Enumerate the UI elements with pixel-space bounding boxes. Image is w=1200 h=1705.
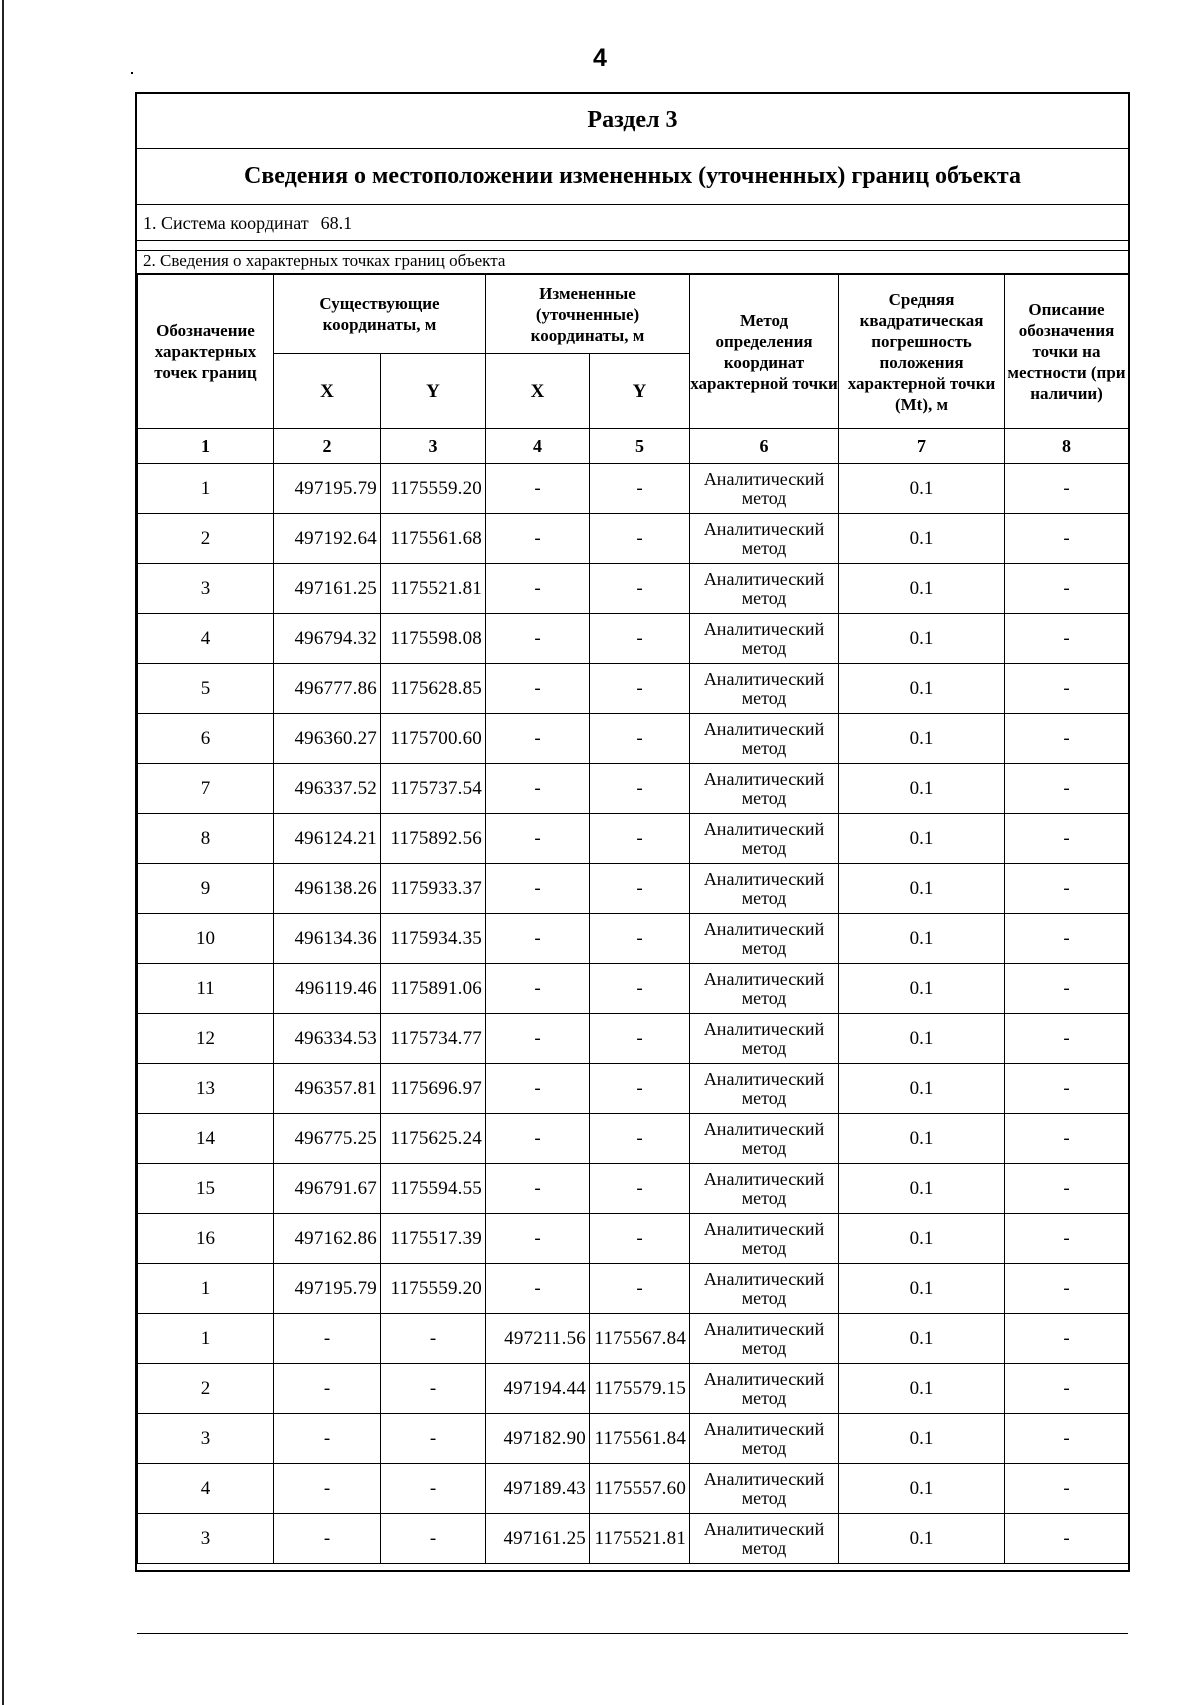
table-row (138, 1014, 1129, 1064)
header-designation: Обозначение характерных точек границ (138, 275, 274, 429)
description-cell: - (1005, 814, 1129, 864)
table-row (138, 464, 1129, 514)
existing-y-cell: 1175559.20 (381, 1264, 486, 1314)
point-number-cell: 3 (138, 564, 274, 614)
changed-x-cell: - (486, 764, 590, 814)
points-caption: 2. Сведения о характерных точках границ объекта (137, 250, 1128, 274)
existing-y-cell: - (381, 1364, 486, 1414)
header-existing-y: Y (381, 354, 486, 429)
existing-x-cell: 496777.86 (274, 664, 381, 714)
method-cell: Аналитический метод (690, 964, 839, 1014)
table-row (138, 1314, 1129, 1364)
existing-x-cell: 496119.46 (274, 964, 381, 1014)
existing-x-cell: 496791.67 (274, 1164, 381, 1214)
table-row (138, 1114, 1129, 1164)
description-cell: - (1005, 1464, 1129, 1514)
changed-y-cell: - (590, 464, 690, 514)
error-cell: 0.1 (839, 1264, 1005, 1314)
point-number-cell: 1 (138, 1264, 274, 1314)
header-changed-coordinates: Измененные (уточненные) координаты, м (486, 275, 690, 354)
error-cell: 0.1 (839, 1064, 1005, 1114)
existing-y-cell: 1175696.97 (381, 1064, 486, 1114)
table-row (138, 1464, 1129, 1514)
header-changed-x: X (486, 354, 590, 429)
existing-x-cell: - (274, 1514, 381, 1564)
table-footer-strip (137, 1633, 1128, 1634)
point-number-cell: 3 (138, 1414, 274, 1464)
error-cell: 0.1 (839, 814, 1005, 864)
existing-y-cell: 1175625.24 (381, 1114, 486, 1164)
error-cell: 0.1 (839, 564, 1005, 614)
point-number-cell: 6 (138, 714, 274, 764)
changed-y-cell: - (590, 964, 690, 1014)
error-cell: 0.1 (839, 714, 1005, 764)
error-cell: 0.1 (839, 514, 1005, 564)
scan-edge-line (2, 0, 4, 1705)
description-cell: - (1005, 1314, 1129, 1364)
table-row (138, 514, 1129, 564)
point-number-cell: 8 (138, 814, 274, 864)
existing-x-cell: 497195.79 (274, 464, 381, 514)
changed-x-cell: - (486, 564, 590, 614)
error-cell: 0.1 (839, 1014, 1005, 1064)
error-cell: 0.1 (839, 1464, 1005, 1514)
existing-y-cell: 1175700.60 (381, 714, 486, 764)
changed-x-cell: 497189.43 (486, 1464, 590, 1514)
error-cell: 0.1 (839, 864, 1005, 914)
description-cell: - (1005, 1364, 1129, 1414)
existing-y-cell: 1175598.08 (381, 614, 486, 664)
points-table-body (138, 464, 1129, 1564)
table-row (138, 1164, 1129, 1214)
point-number-cell: 16 (138, 1214, 274, 1264)
changed-x-cell: - (486, 1064, 590, 1114)
table-row (138, 714, 1129, 764)
existing-x-cell: 497162.86 (274, 1214, 381, 1264)
table-row (138, 564, 1129, 614)
changed-y-cell: - (590, 764, 690, 814)
changed-x-cell: - (486, 1114, 590, 1164)
header-point-description: Описание обозначения точки на местности (при наличии) (1005, 275, 1129, 429)
description-cell: - (1005, 514, 1129, 564)
point-number-cell: 9 (138, 864, 274, 914)
changed-x-cell: 497211.56 (486, 1314, 590, 1364)
existing-x-cell: - (274, 1314, 381, 1364)
changed-y-cell: - (590, 1064, 690, 1114)
method-cell: Аналитический метод (690, 1264, 839, 1314)
table-row (138, 964, 1129, 1014)
changed-x-cell: - (486, 914, 590, 964)
changed-x-cell: - (486, 1264, 590, 1314)
description-cell: - (1005, 664, 1129, 714)
existing-y-cell: 1175892.56 (381, 814, 486, 864)
description-cell: - (1005, 614, 1129, 664)
existing-y-cell: - (381, 1414, 486, 1464)
error-cell: 0.1 (839, 1214, 1005, 1264)
section-title: Раздел 3 (137, 94, 1128, 149)
changed-y-cell: - (590, 614, 690, 664)
point-number-cell: 4 (138, 1464, 274, 1514)
column-number-5: 5 (590, 429, 690, 464)
existing-x-cell: 496134.36 (274, 914, 381, 964)
table-row (138, 614, 1129, 664)
existing-y-cell: 1175517.39 (381, 1214, 486, 1264)
error-cell: 0.1 (839, 1514, 1005, 1564)
method-cell: Аналитический метод (690, 1214, 839, 1264)
table-row (138, 1214, 1129, 1264)
changed-x-cell: - (486, 1214, 590, 1264)
changed-y-cell: - (590, 1014, 690, 1064)
characteristic-points-table (137, 274, 1129, 1564)
description-cell: - (1005, 1414, 1129, 1464)
existing-x-cell: 497161.25 (274, 564, 381, 614)
description-cell: - (1005, 864, 1129, 914)
error-cell: 0.1 (839, 764, 1005, 814)
coordinate-system-row (137, 205, 1128, 241)
method-cell: Аналитический метод (690, 1514, 839, 1564)
error-cell: 0.1 (839, 1164, 1005, 1214)
column-number-7: 7 (839, 429, 1005, 464)
existing-y-cell: 1175934.35 (381, 914, 486, 964)
existing-y-cell: 1175734.77 (381, 1014, 486, 1064)
description-cell: - (1005, 914, 1129, 964)
existing-x-cell: 496337.52 (274, 764, 381, 814)
point-number-cell: 1 (138, 1314, 274, 1364)
existing-y-cell: 1175933.37 (381, 864, 486, 914)
changed-x-cell: 497161.25 (486, 1514, 590, 1564)
header-method: Метод определения координат характерной точки (690, 275, 839, 429)
section-heading: Сведения о местоположении измененных (уточненных) границ объекта (137, 149, 1128, 205)
changed-y-cell: - (590, 864, 690, 914)
existing-x-cell: 496360.27 (274, 714, 381, 764)
changed-y-cell: - (590, 664, 690, 714)
existing-x-cell: - (274, 1464, 381, 1514)
existing-x-cell: 497192.64 (274, 514, 381, 564)
changed-y-cell: - (590, 714, 690, 764)
existing-y-cell: 1175737.54 (381, 764, 486, 814)
existing-y-cell: - (381, 1464, 486, 1514)
description-cell: - (1005, 1264, 1129, 1314)
existing-x-cell: 496334.53 (274, 1014, 381, 1064)
existing-x-cell: - (274, 1414, 381, 1464)
description-cell: - (1005, 1114, 1129, 1164)
changed-x-cell: - (486, 664, 590, 714)
table-row (138, 1364, 1129, 1414)
column-number-3: 3 (381, 429, 486, 464)
description-cell: - (1005, 1514, 1129, 1564)
changed-y-cell: - (590, 1114, 690, 1164)
method-cell: Аналитический метод (690, 514, 839, 564)
method-cell: Аналитический метод (690, 1114, 839, 1164)
description-cell: - (1005, 1164, 1129, 1214)
existing-x-cell: 496124.21 (274, 814, 381, 864)
method-cell: Аналитический метод (690, 1014, 839, 1064)
changed-x-cell: 497194.44 (486, 1364, 590, 1414)
error-cell: 0.1 (839, 464, 1005, 514)
existing-x-cell: 496794.32 (274, 614, 381, 664)
changed-x-cell: - (486, 514, 590, 564)
existing-x-cell: 496775.25 (274, 1114, 381, 1164)
changed-y-cell: - (590, 564, 690, 614)
existing-y-cell: 1175561.68 (381, 514, 486, 564)
error-cell: 0.1 (839, 914, 1005, 964)
existing-y-cell: 1175628.85 (381, 664, 486, 714)
description-cell: - (1005, 564, 1129, 614)
point-number-cell: 12 (138, 1014, 274, 1064)
header-existing-coordinates: Существующие координаты, м (274, 275, 486, 354)
changed-y-cell: - (590, 1264, 690, 1314)
method-cell: Аналитический метод (690, 564, 839, 614)
existing-x-cell: 497195.79 (274, 1264, 381, 1314)
table-row (138, 1264, 1129, 1314)
point-number-cell: 15 (138, 1164, 274, 1214)
error-cell: 0.1 (839, 1414, 1005, 1464)
existing-y-cell: 1175891.06 (381, 964, 486, 1014)
document-frame (135, 92, 1130, 1572)
column-number-row (138, 429, 1129, 464)
method-cell: Аналитический метод (690, 464, 839, 514)
changed-x-cell: - (486, 964, 590, 1014)
table-row (138, 764, 1129, 814)
changed-x-cell: - (486, 714, 590, 764)
method-cell: Аналитический метод (690, 1464, 839, 1514)
table-row (138, 1514, 1129, 1564)
table-row (138, 914, 1129, 964)
changed-y-cell: - (590, 1164, 690, 1214)
error-cell: 0.1 (839, 964, 1005, 1014)
existing-y-cell: 1175521.81 (381, 564, 486, 614)
method-cell: Аналитический метод (690, 714, 839, 764)
existing-y-cell: 1175559.20 (381, 464, 486, 514)
column-number-2: 2 (274, 429, 381, 464)
method-cell: Аналитический метод (690, 1314, 839, 1364)
existing-y-cell: - (381, 1514, 486, 1564)
existing-y-cell: - (381, 1314, 486, 1364)
header-row-top (138, 275, 1129, 354)
table-row (138, 864, 1129, 914)
changed-y-cell: - (590, 514, 690, 564)
point-number-cell: 2 (138, 1364, 274, 1414)
point-number-cell: 7 (138, 764, 274, 814)
existing-x-cell: 496138.26 (274, 864, 381, 914)
changed-x-cell: - (486, 614, 590, 664)
changed-y-cell: 1175521.81 (590, 1514, 690, 1564)
changed-y-cell: - (590, 914, 690, 964)
point-number-cell: 4 (138, 614, 274, 664)
changed-x-cell: - (486, 464, 590, 514)
column-number-6: 6 (690, 429, 839, 464)
changed-y-cell: 1175557.60 (590, 1464, 690, 1514)
column-number-8: 8 (1005, 429, 1129, 464)
method-cell: Аналитический метод (690, 1414, 839, 1464)
existing-x-cell: 496357.81 (274, 1064, 381, 1114)
description-cell: - (1005, 1214, 1129, 1264)
table-row (138, 664, 1129, 714)
changed-x-cell: - (486, 1164, 590, 1214)
header-changed-y: Y (590, 354, 690, 429)
point-number-cell: 11 (138, 964, 274, 1014)
point-number-cell: 13 (138, 1064, 274, 1114)
changed-x-cell: - (486, 1014, 590, 1064)
error-cell: 0.1 (839, 1314, 1005, 1364)
point-number-cell: 14 (138, 1114, 274, 1164)
table-row (138, 814, 1129, 864)
method-cell: Аналитический метод (690, 814, 839, 864)
method-cell: Аналитический метод (690, 914, 839, 964)
point-number-cell: 3 (138, 1514, 274, 1564)
description-cell: - (1005, 1064, 1129, 1114)
method-cell: Аналитический метод (690, 614, 839, 664)
page-number: 4 (593, 44, 607, 72)
changed-x-cell: 497182.90 (486, 1414, 590, 1464)
table-row (138, 1064, 1129, 1114)
method-cell: Аналитический метод (690, 664, 839, 714)
method-cell: Аналитический метод (690, 864, 839, 914)
table-row (138, 1414, 1129, 1464)
error-cell: 0.1 (839, 614, 1005, 664)
changed-y-cell: 1175579.15 (590, 1364, 690, 1414)
existing-x-cell: - (274, 1364, 381, 1414)
changed-y-cell: 1175561.84 (590, 1414, 690, 1464)
description-cell: - (1005, 714, 1129, 764)
header-existing-x: X (274, 354, 381, 429)
column-number-4: 4 (486, 429, 590, 464)
coordinate-system-value: 68.1 (320, 213, 353, 233)
changed-y-cell: 1175567.84 (590, 1314, 690, 1364)
description-cell: - (1005, 764, 1129, 814)
error-cell: 0.1 (839, 1114, 1005, 1164)
description-cell: - (1005, 464, 1129, 514)
point-number-cell: 1 (138, 464, 274, 514)
scan-speck (131, 72, 133, 74)
point-number-cell: 10 (138, 914, 274, 964)
method-cell: Аналитический метод (690, 1364, 839, 1414)
header-mean-square-error: Средняя квадратическая погрешность положения характерной точки (Mt), м (839, 275, 1005, 429)
method-cell: Аналитический метод (690, 1164, 839, 1214)
coordinate-system-label: 1. Система координат (143, 213, 309, 233)
description-cell: - (1005, 964, 1129, 1014)
column-number-1: 1 (138, 429, 274, 464)
description-cell: - (1005, 1014, 1129, 1064)
changed-y-cell: - (590, 814, 690, 864)
error-cell: 0.1 (839, 664, 1005, 714)
changed-x-cell: - (486, 814, 590, 864)
method-cell: Аналитический метод (690, 764, 839, 814)
changed-y-cell: - (590, 1214, 690, 1264)
point-number-cell: 2 (138, 514, 274, 564)
error-cell: 0.1 (839, 1364, 1005, 1414)
existing-y-cell: 1175594.55 (381, 1164, 486, 1214)
point-number-cell: 5 (138, 664, 274, 714)
changed-x-cell: - (486, 864, 590, 914)
method-cell: Аналитический метод (690, 1064, 839, 1114)
